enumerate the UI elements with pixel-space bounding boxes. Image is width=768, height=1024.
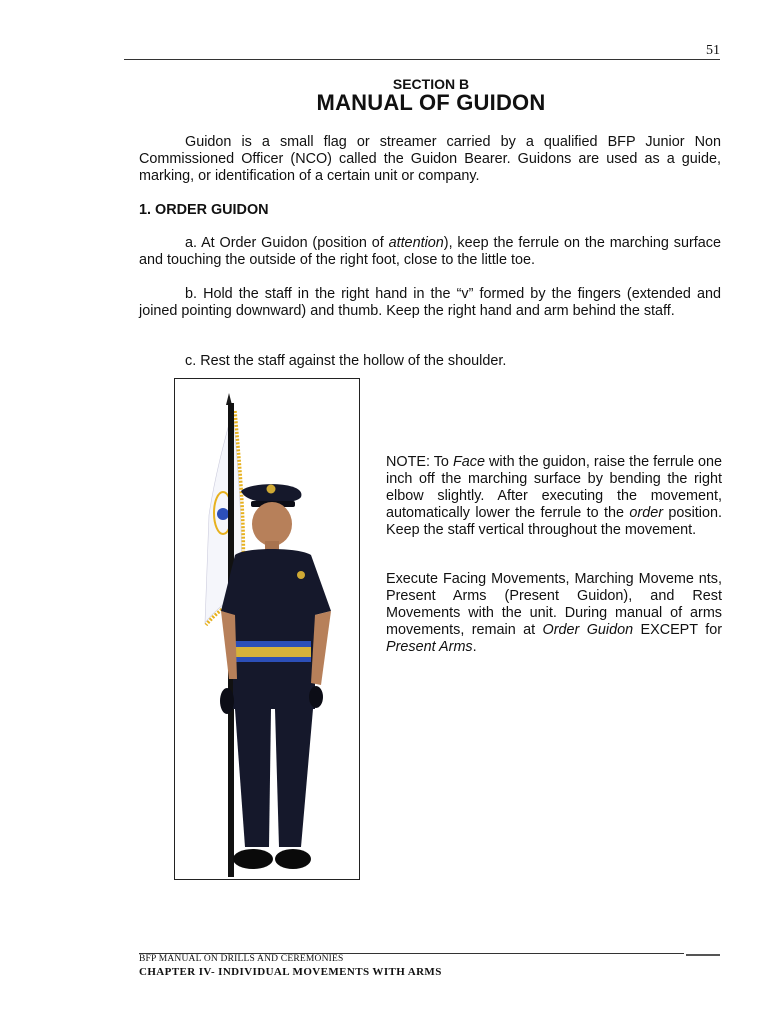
note-italic-order: order xyxy=(629,505,664,521)
execute-text-2: EXCEPT for xyxy=(633,622,722,638)
footer-chapter-title: CHAPTER IV- INDIVIDUAL MOVEMENTS WITH ARMS xyxy=(139,966,442,978)
section-label: SECTION B xyxy=(392,76,470,92)
execute-paragraph xyxy=(386,571,722,656)
execute-text-3: . xyxy=(472,639,477,655)
order-guidon-heading: 1. ORDER GUIDON xyxy=(139,202,269,218)
header-rule xyxy=(124,59,720,60)
execute-italic-order-guidon: Order Guidon xyxy=(542,622,634,638)
note-text-3: position. Keep the staff vertical throughout the movement. xyxy=(386,505,722,538)
guidon-bearer-figure xyxy=(175,379,360,880)
intro-paragraph: Guidon is a small flag or streamer carried by a qualified BFP Junior Non Commissioned Officer (NCO) called the Guidon Bearer. Guidons are used as a guide, marking, or identification of a certain unit or company. xyxy=(139,134,721,184)
item-a-paragraph xyxy=(139,235,721,269)
item-c-paragraph: c. Rest the staff against the hollow of the shoulder. xyxy=(185,353,507,369)
item-b-paragraph: b. Hold the staff in the right hand in the “v” formed by the fingers (extended and joined pointing downward) and thumb. Keep the right hand and arm behind the staff. xyxy=(139,286,721,319)
note-paragraph xyxy=(386,454,722,539)
item-a-text-end: ), keep the ferrule on the marching surface and touching the outside of the right foot, close to the little toe. xyxy=(139,235,721,268)
note-italic-face: Face xyxy=(452,454,485,470)
note-text-1: NOTE: To xyxy=(386,454,453,470)
execute-italic-present-arms: Present Arms xyxy=(386,639,473,655)
footer-rule-accent xyxy=(686,954,720,956)
execute-text-1: Execute Facing Movements, Marching Moveme nts, Present Arms (Present Guidon), and Rest Movements with the unit. During manual of arms movements, remain at xyxy=(386,571,722,638)
guidon-photo xyxy=(174,378,360,880)
item-a-text: a. At Order Guidon (position of xyxy=(185,235,389,251)
page-number: 51 xyxy=(706,43,720,58)
note-text-2: with the guidon, raise the ferrule one inch off the marching surface by bending the right elbow slightly. After executing the movement, automatically lower the ferrule to the xyxy=(386,454,722,521)
item-a-italic: attention xyxy=(388,235,444,251)
section-title: MANUAL OF GUIDON xyxy=(316,90,546,115)
footer-manual-title: BFP MANUAL ON DRILLS AND CEREMONIES xyxy=(139,954,344,964)
